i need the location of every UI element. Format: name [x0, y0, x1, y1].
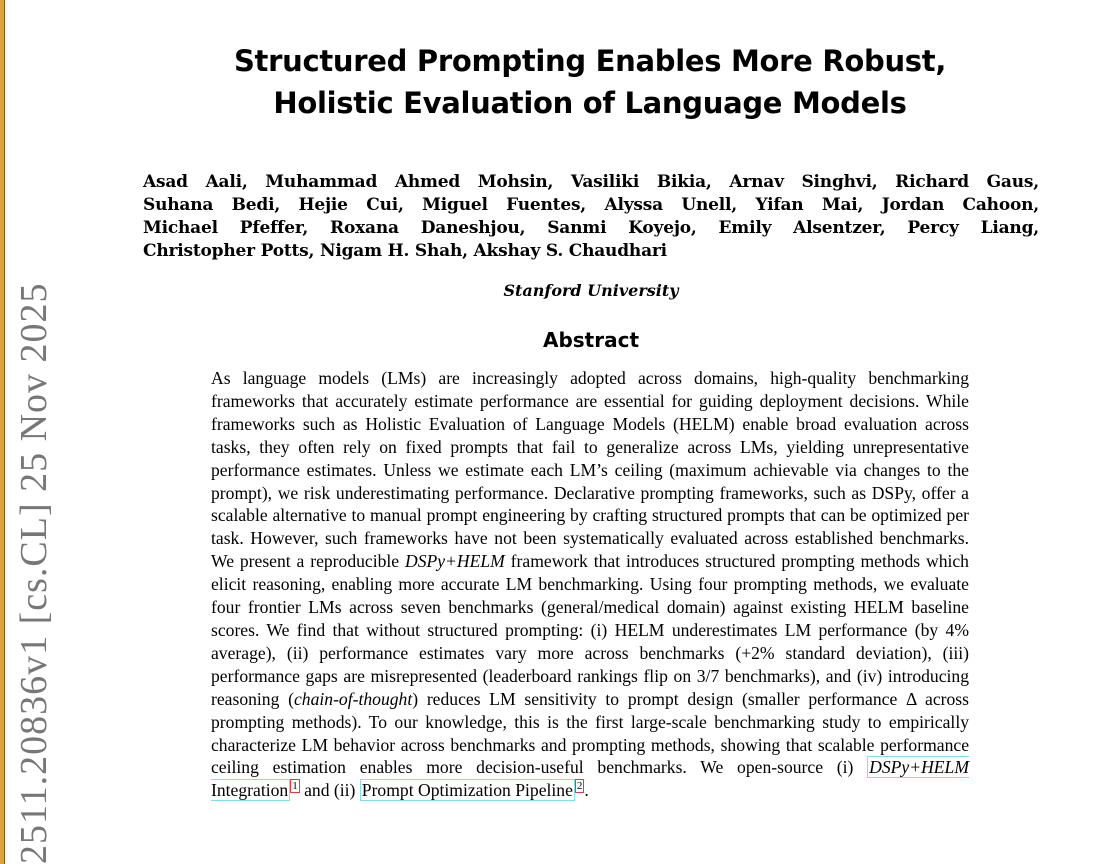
- abstract-heading: Abstract: [542, 328, 640, 352]
- paper-title: [150, 40, 1030, 124]
- author-list: [143, 171, 1039, 263]
- integration-link[interactable]: DSPy+HELM Integration: [211, 757, 969, 801]
- pipeline-link[interactable]: Prompt Optimization Pipeline: [361, 780, 573, 801]
- abstract-body: [211, 367, 969, 802]
- author-line: Asad Aali, Muhammad Ahmed Mohsin, Vasiliki Bikia, Arnav Singhvi, Richard Gaus,: [143, 172, 1039, 192]
- abstract-text: As language models (LMs) are increasingly adopted across domains, high-quality benchmarking frameworks that accurately estimate performance are essential for guiding deployment decisions. While frameworks such as Holistic Evaluation of Language Models (HELM) enable broad evaluation across tasks, they often rely on fixed prompts that fail to generalize across LMs, yielding unrepresentative performance estimates. Unless we estimate each LM’s ceiling (maximum achievable via changes to the prompt), we risk underestimating performance. Declarative prompting frameworks, such as DSPy, offer a scalable alternative to manual prompt engineering by crafting structured prompts that can be optimized per task. However, such frameworks have not been systematically evaluated across established benchmarks. We present a reproducible: [211, 368, 969, 572]
- cot-term: chain-of-thought: [293, 688, 413, 709]
- footnote-ref-1[interactable]: 1: [292, 780, 298, 793]
- author-line: Suhana Bedi, Hejie Cui, Miguel Fuentes, Alyssa Unell, Yifan Mai, Jordan Cahoon,: [143, 195, 1039, 215]
- abstract-text: .: [584, 780, 589, 801]
- author-line: Michael Pfeffer, Roxana Daneshjou, Sanmi Koyejo, Emily Alsentzer, Percy Liang,: [143, 218, 1039, 238]
- framework-name: DSPy+HELM: [404, 551, 505, 572]
- abstract-text: framework that introduces structured prompting methods which elicit reasoning, enabling more accurate LM benchmarking. Using four prompting methods, we evaluate four frontier LMs across seven benchmarks (general/medical domain) against existing HELM baseline scores. We find that without structured prompting: (i) HELM underestimates LM performance (by 4% average), (ii) performance estimates vary more across benchmarks (+2% standard deviation), (iii) performance gaps are misrepresented (leaderboard rankings flip on 3/7 benchmarks), and (iv) introducing reasoning (: [211, 551, 969, 709]
- abstract-text: and (ii): [299, 780, 360, 801]
- page-edge: [0, 0, 5, 864]
- author-line: Christopher Potts, Nigam H. Shah, Akshay S. Chaudhari: [143, 241, 667, 261]
- title-line-1: Structured Prompting Enables More Robust,: [233, 44, 947, 78]
- affiliation: Stanford University: [503, 281, 679, 300]
- abstract-text: ) reduces LM sensitivity to prompt design (smaller performance Δ across prompting methods). To our knowledge, this is the first large-scale benchmarking study to empirically characterize LM behavior across benchmarks and prompting methods, showing that scalable performance ceiling estimation enables more decision-useful benchmarks. We open-source (i): [211, 688, 969, 778]
- title-line-2: Holistic Evaluation of Language Models: [273, 86, 907, 120]
- footnote-ref-2[interactable]: 2: [576, 780, 583, 793]
- arxiv-identifier: 2511.20836v1 [cs.CL] 25 Nov 2025: [13, 282, 55, 864]
